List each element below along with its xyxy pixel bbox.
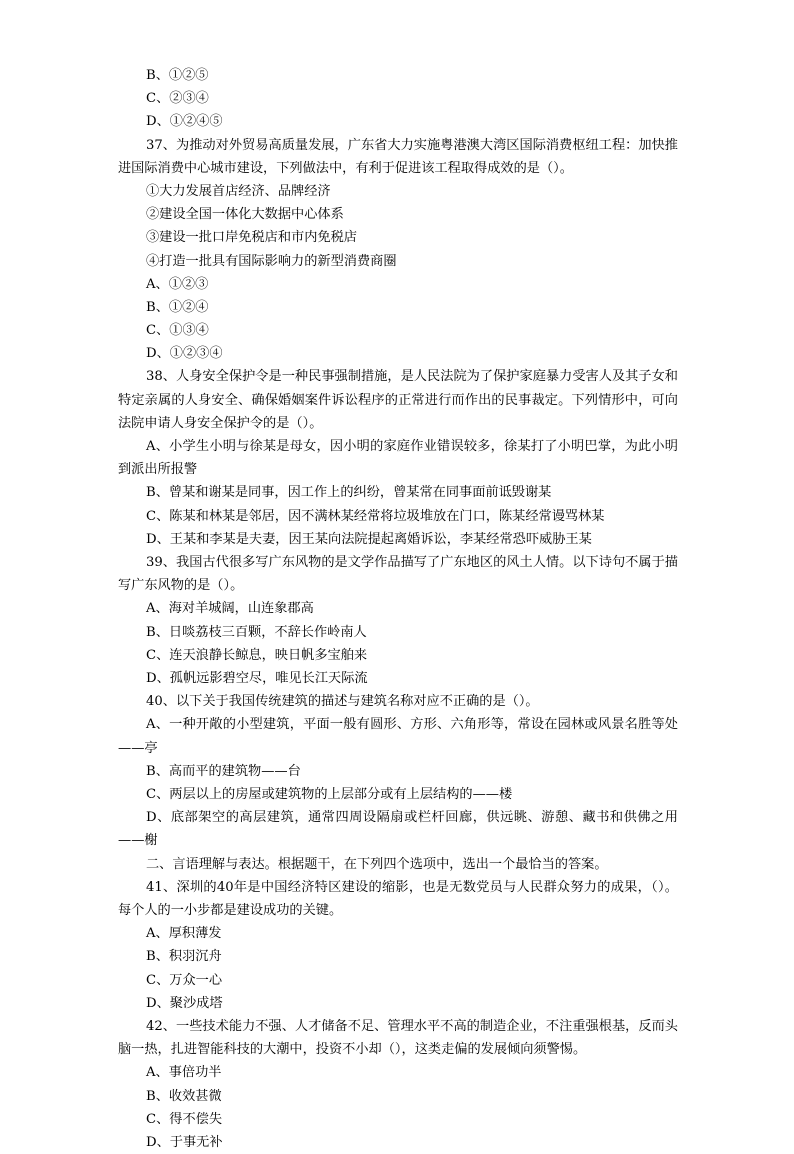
question-42-stem: 42、一些技术能力不强、人才储备不足、管理水平不高的制造企业，不注重强根基，反而头脑一热，扎进智能科技的大潮中，投资不小却（），这类走偏的发展倾向须警惕。 [118, 1018, 678, 1058]
q42-option-c: C、得不偿失 [146, 1111, 223, 1127]
q37-option-c: C、①③④ [146, 323, 209, 339]
q41-option-c: C、万众一心 [146, 972, 223, 988]
q41-option-a: A、厚积薄发 [146, 926, 222, 942]
q37-option-a: A、①②③ [146, 276, 209, 292]
q39-option-b: B、日啖荔枝三百颗，不辞长作岭南人 [146, 624, 367, 640]
option-d: D、①②④⑤ [146, 114, 223, 130]
q39-option-a: A、海对羊城阔，山连象郡高 [146, 601, 314, 617]
q40-option-c: C、两层以上的房屋或建筑物的上层部分或有上层结构的——楼 [146, 786, 513, 802]
q37-item-4: ④打造一批具有国际影响力的新型消费商圈 [146, 253, 397, 269]
q38-option-a: A、小学生小明与徐某是母女，因小明的家庭作业错误较多，徐某打了小明巴掌，为此小明到派出所报警 [118, 439, 678, 478]
q37-item-3: ③建设一批口岸免税店和市内免税店 [146, 230, 357, 246]
question-39-stem: 39、我国古代很多写广东风物的是文学作品描写了广东地区的风土人情。以下诗句不属于描写广东风物的是（）。 [118, 555, 678, 594]
q39-option-c: C、连天浪静长鲸息，映日帆多宝舶来 [146, 647, 368, 663]
q40-option-a: A、一种开敞的小型建筑，平面一般有圆形、方形、六角形等，常设在园林或风景名胜等处——亭 [118, 717, 678, 756]
question-38-stem: 38、人身安全保护令是一种民事强制措施，是人民法院为了保护家庭暴力受害人及其子女和特定亲属的人身安全、确保婚姻案件诉讼程序的正常进行而作出的民事裁定。下列情形中，可向法院申请人身安全保护令的是（）。 [118, 369, 678, 431]
q37-item-1: ①大力发展首店经济、品牌经济 [146, 183, 331, 199]
question-41-stem: 41、深圳的40年是中国经济特区建设的缩影，也是无数党员与人民群众努力的成果，（）。每个人的一小步都是建设成功的关键。 [118, 879, 678, 918]
q38-option-b: B、曾某和谢某是同事，因工作上的纠纷，曾某常在同事面前诋毁谢某 [146, 485, 552, 501]
section-heading: 二、言语理解与表达。根据题干，在下列四个选项中，选出一个最恰当的答案。 [146, 856, 608, 872]
q39-option-d: D、孤帆远影碧空尽，唯见长江天际流 [146, 671, 368, 687]
q40-option-d: D、底部架空的高层建筑，通常四周设隔扇或栏杆回廊，供远眺、游憩、藏书和供佛之用——榭 [118, 810, 678, 849]
q42-option-d: D、于事无补 [146, 1134, 223, 1150]
q42-option-b: B、收效甚微 [146, 1088, 222, 1104]
q41-option-d: D、聚沙成塔 [146, 995, 223, 1011]
option-b: B、①②⑤ [146, 68, 209, 83]
q42-option-a: A、事倍功半 [146, 1065, 222, 1081]
q40-option-b: B、高而平的建筑物——台 [146, 763, 301, 779]
question-37-stem: 37、为推动对外贸易高质量发展，广东省大力实施粤港澳大湾区国际消费枢纽工程：加快推进国际消费中心城市建设，下列做法中，有利于促进该工程取得成效的是（）。 [118, 137, 678, 176]
q38-option-c: C、陈某和林某是邻居，因不满林某经常将垃圾堆放在门口，陈某经常谩骂林某 [146, 508, 605, 524]
q38-option-d: D、王某和李某是夫妻，因王某向法院提起离婚诉讼，李某经常恐吓威胁王某 [146, 531, 592, 547]
q37-option-d: D、①②③④ [146, 346, 223, 362]
document-page [118, 64, 678, 1154]
q37-option-b: B、①②④ [146, 299, 209, 315]
q41-option-b: B、积羽沉舟 [146, 949, 222, 965]
option-c: C、②③④ [146, 91, 209, 107]
question-40-stem: 40、以下关于我国传统建筑的描述与建筑名称对应不正确的是（）。 [146, 694, 539, 710]
q37-item-2: ②建设全国一体化大数据中心体系 [146, 207, 344, 223]
